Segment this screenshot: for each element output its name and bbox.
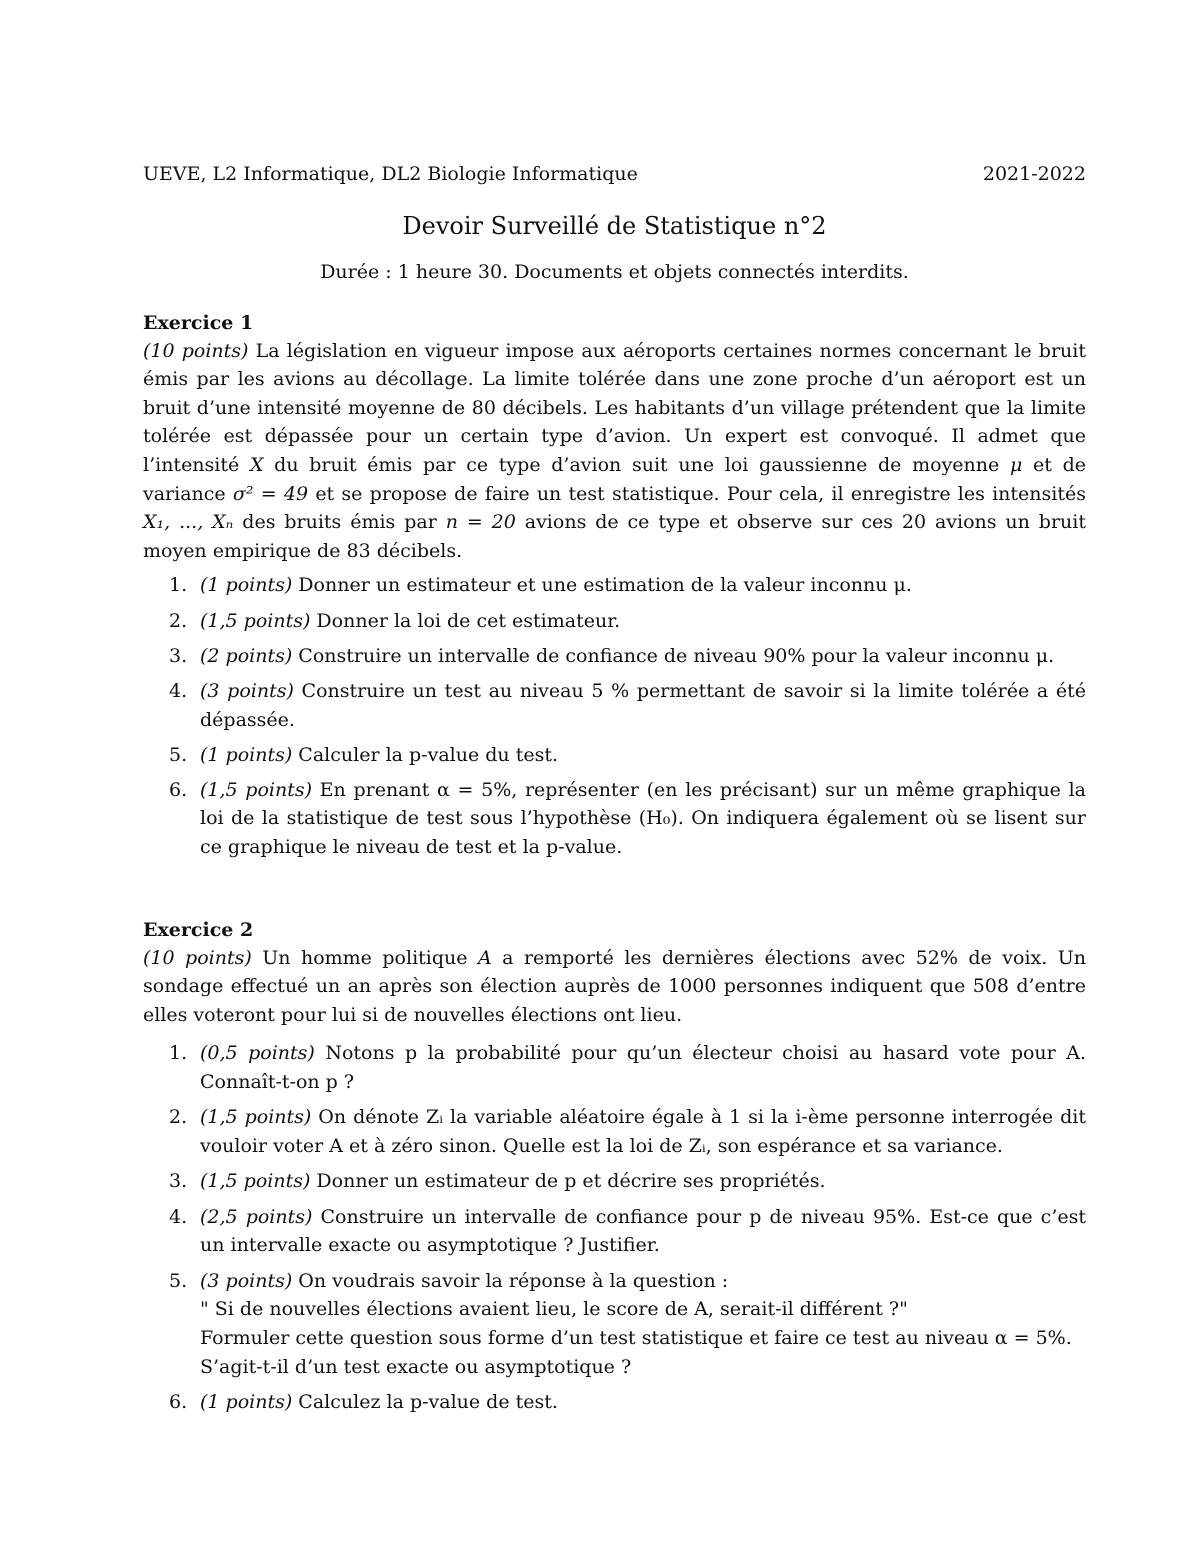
- exam-page: [143, 160, 1086, 1423]
- math-variable: μ: [1009, 453, 1023, 476]
- question-number: 2.: [169, 609, 188, 632]
- question-text: Donner un estimateur et une estimation de la valeur inconnu μ.: [292, 574, 912, 597]
- exam-instructions: Durée : 1 heure 30. Documents et objets connectés interdits.: [320, 261, 909, 283]
- exercise-1-questions: [143, 571, 1086, 861]
- question-number: 3.: [169, 1170, 188, 1193]
- question-text: Construire un test au niveau 5 % permettant de savoir si la limite tolérée a été dépassée.: [200, 679, 1086, 731]
- math-expression: X₁, ..., Xₙ: [143, 511, 234, 534]
- statement-text: avions de ce type et observe sur ces 20 avions un bruit moyen empirique de 83 décibels.: [143, 511, 1086, 562]
- question-text: Notons p la probabilité pour qu’un électeur choisi au hasard vote pour A. Connaît-t-on p ?: [200, 1042, 1086, 1094]
- question-text: Construire un intervalle de confiance de niveau 90% pour la valeur inconnu μ.: [292, 644, 1055, 667]
- question-points: (2 points): [200, 644, 293, 667]
- question-points: (1 points): [200, 743, 293, 766]
- question-number: 5.: [169, 1269, 188, 1292]
- question-points: (0,5 points): [200, 1042, 315, 1065]
- question-item: [143, 741, 1086, 770]
- question-text: Calculez la p-value de test.: [292, 1390, 558, 1413]
- question-points: (1 points): [200, 574, 293, 597]
- exercise-2-points: (10 points): [143, 946, 252, 969]
- question-number: 2.: [169, 1106, 188, 1129]
- question-item: [143, 1203, 1086, 1260]
- question-item: [143, 607, 1086, 636]
- question-item: [143, 1039, 1086, 1096]
- question-number: 3.: [169, 644, 188, 667]
- question-item: [143, 1388, 1086, 1417]
- question-number: 6.: [169, 1390, 188, 1413]
- statement-text: Un homme politique: [251, 946, 478, 969]
- math-variable: A: [477, 946, 492, 969]
- math-variable: X: [249, 453, 264, 476]
- question-points: (3 points): [200, 1269, 293, 1292]
- question-points: (1,5 points): [200, 609, 311, 632]
- question-quote: " Si de nouvelles élections avaient lieu, le score de A, serait-il différent ?": [200, 1298, 908, 1321]
- exercise-2-title: Exercice 2: [143, 918, 254, 941]
- question-item: [143, 1103, 1086, 1160]
- question-item: [143, 571, 1086, 600]
- statement-text: et se propose de faire un test statistique. Pour cela, il enregistre les intensités: [308, 482, 1086, 505]
- exercise-1-points: (10 points): [143, 339, 249, 362]
- exercise-1-title: Exercice 1: [143, 311, 254, 334]
- question-points: (1,5 points): [200, 1106, 312, 1129]
- question-item: [143, 776, 1086, 862]
- question-points: (1,5 points): [200, 1170, 311, 1193]
- question-number: 1.: [169, 1042, 188, 1065]
- question-text: On voudrais savoir la réponse à la question :: [292, 1269, 729, 1292]
- question-points: (1 points): [200, 1390, 293, 1413]
- question-text: Donner un estimateur de p et décrire ses propriétés.: [310, 1170, 826, 1193]
- question-item: [143, 677, 1086, 734]
- math-expression: n = 20: [445, 511, 516, 534]
- question-points: (1,5 points): [200, 778, 313, 801]
- statement-text: des bruits émis par: [233, 511, 446, 534]
- exercise-2-questions: [143, 1039, 1086, 1416]
- exam-title: Devoir Surveillé de Statistique n°2: [402, 212, 827, 240]
- institution-label: UEVE, L2 Informatique, DL2 Biologie Informatique: [143, 163, 638, 185]
- question-points: (2,5 points): [200, 1205, 313, 1228]
- statement-text: et de variance: [143, 453, 1086, 505]
- page-header: [143, 160, 1086, 190]
- question-text: En prenant α = 5%, représenter (en les précisant) sur un même graphique la loi de la statistique de test sous l’hypothèse (H₀). On indiquera également où se lisent sur ce graphique le niveau de test et la p-value.: [200, 778, 1086, 859]
- question-number: 4.: [169, 679, 188, 702]
- question-text: Formuler cette question sous forme d’un test statistique et faire ce test au niveau α = 5%.: [200, 1326, 1072, 1349]
- question-text: S’agit-t-il d’un test exacte ou asymptotique ?: [200, 1355, 632, 1378]
- statement-text: La législation en vigueur impose aux aéroports certaines normes concernant le bruit émis par les avions au décollage. La limite tolérée dans une zone proche d’un aéroport est un bruit d’une intensité moyenne de 80 décibels. Les habitants d’un village prétendent que la limite tolérée est dépassée pour un certain type d’avion. Un expert est convoqué. Il admet que l’intensité: [143, 339, 1087, 476]
- question-item: [143, 642, 1086, 671]
- question-text: Donner la loi de cet estimateur.: [310, 609, 621, 632]
- exercise-2-statement: [143, 944, 1086, 1030]
- statement-text: a remporté les dernières élections avec 52% de voix. Un sondage effectué un an après son élection auprès de 1000 personnes indiquent que 508 d’entre elles voteront pour lui si de nouvelles élections ont lieu.: [143, 946, 1086, 1026]
- question-item: [143, 1167, 1086, 1196]
- math-expression: σ² = 49: [232, 482, 309, 505]
- question-points: (3 points): [200, 679, 294, 702]
- question-number: 1.: [169, 574, 188, 597]
- question-text: Construire un intervalle de confiance pour p de niveau 95%. Est-ce que c’est un intervalle exacte ou asymptotique ? Justifier.: [200, 1205, 1086, 1257]
- exercise-1-statement: [143, 337, 1086, 566]
- question-number: 4.: [169, 1205, 188, 1228]
- academic-year: 2021-2022: [982, 163, 1086, 185]
- question-text: Calculer la p-value du test.: [292, 743, 558, 766]
- question-item: [143, 1267, 1086, 1381]
- statement-text: du bruit émis par ce type d’avion suit une loi gaussienne de moyenne: [263, 453, 1010, 476]
- question-number: 6.: [169, 778, 188, 801]
- question-text: On dénote Zᵢ la variable aléatoire égale à 1 si la i-ème personne interrogée dit vouloir voter A et à zéro sinon. Quelle est la loi de Zᵢ, son espérance et sa variance.: [200, 1106, 1086, 1158]
- question-number: 5.: [169, 743, 188, 766]
